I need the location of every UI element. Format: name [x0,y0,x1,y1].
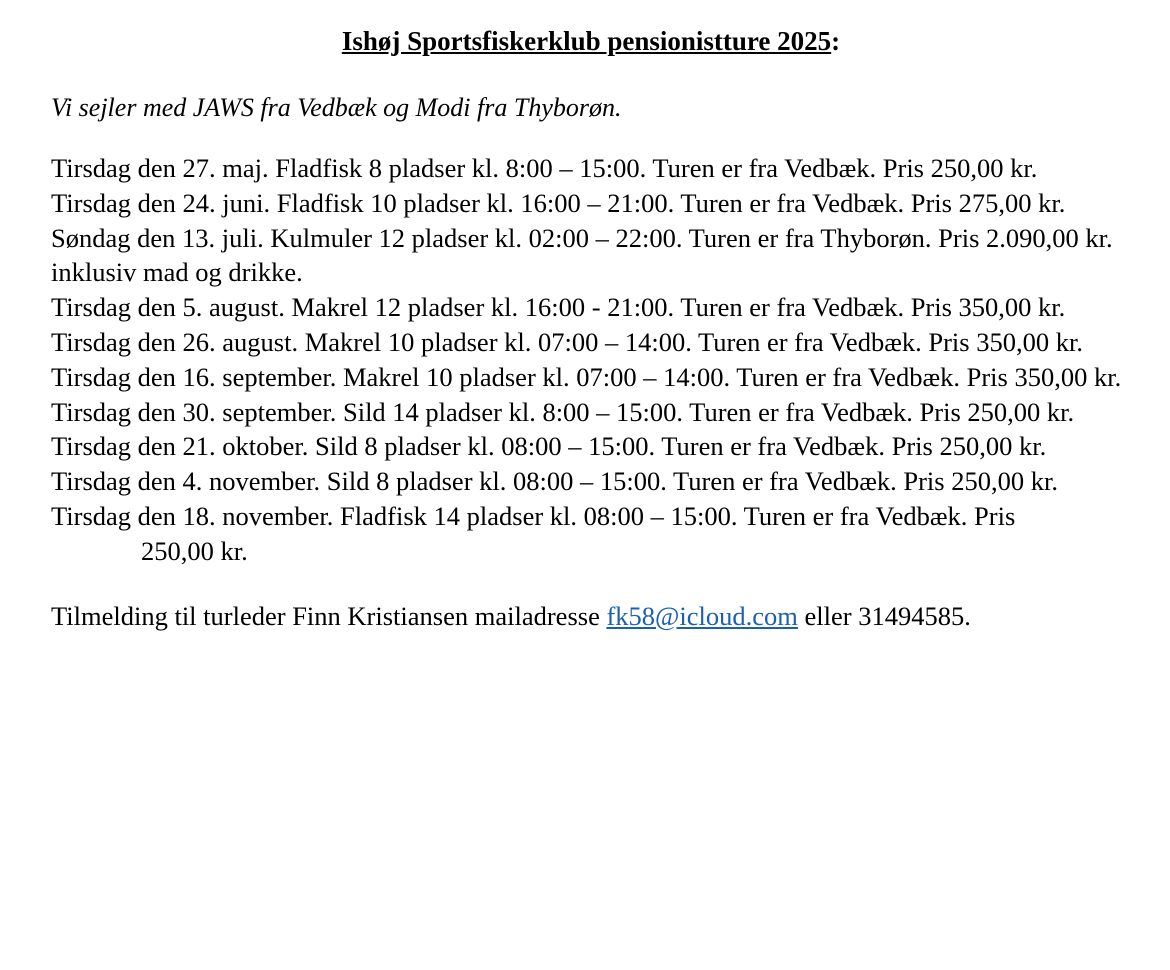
footer-text-before: Tilmelding til turleder Finn Kristiansen mailadresse [51,600,607,631]
subtitle: Vi sejler med JAWS fra Vedbæk og Modi fra Thyborøn. [51,93,622,122]
trip-last-line1: Tirsdag den 18. november. Fladfisk 14 pladser kl. 08:00 – 15:00. Turen er fra Vedbæk. Pris [51,500,1016,531]
trip-item: Tirsdag den 24. juni. Fladfisk 10 pladser kl. 16:00 – 21:00. Turen er fra Vedbæk. Pris 275,00 kr. [51,187,1066,218]
trip-item: Tirsdag den 16. september. Makrel 10 pladser kl. 07:00 – 14:00. Turen er fra Vedbæk. Pris 350,00 kr. [51,361,1122,392]
trip-item: Tirsdag den 5. august. Makrel 12 pladser kl. 16:00 - 21:00. Turen er fra Vedbæk. Pris 350,00 kr. [51,292,1066,323]
document-page [51,22,1131,633]
trip-list [51,151,1131,569]
signup-footer [51,599,1131,634]
page-title [51,22,1131,60]
trip-item-last [51,499,1131,569]
email-link[interactable]: fk58@icloud.com [606,600,798,631]
trip-item: Tirsdag den 27. maj. Fladfisk 8 pladser kl. 8:00 – 15:00. Turen er fra Vedbæk. Pris 250,00 kr. [51,153,1038,183]
trip-item: Tirsdag den 30. september. Sild 14 pladser kl. 8:00 – 15:00. Turen er fra Vedbæk. Pris 250,00 kr. [51,396,1075,427]
trip-last-line2: 250,00 kr. [141,535,248,566]
footer-text-after: eller 31494585. [797,600,971,631]
title-text: Ishøj Sportsfiskerklub pensionistture 2025 [341,26,832,56]
trip-item: Søndag den 13. juli. Kulmuler 12 pladser kl. 02:00 – 22:00. Turen er fra Thyborøn. Pris 2.090,00 kr. inklusiv mad og drikke. [51,222,1113,288]
trip-item: Tirsdag den 21. oktober. Sild 8 pladser kl. 08:00 – 15:00. Turen er fra Vedbæk. Pris 250,00 kr. [51,431,1047,462]
trip-item: Tirsdag den 26. august. Makrel 10 pladser kl. 07:00 – 14:00. Turen er fra Vedbæk. Pris 350,00 kr. [51,326,1083,357]
title-colon: : [831,26,841,56]
trip-item: Tirsdag den 4. november. Sild 8 pladser kl. 08:00 – 15:00. Turen er fra Vedbæk. Pris 250,00 kr. [51,466,1058,497]
